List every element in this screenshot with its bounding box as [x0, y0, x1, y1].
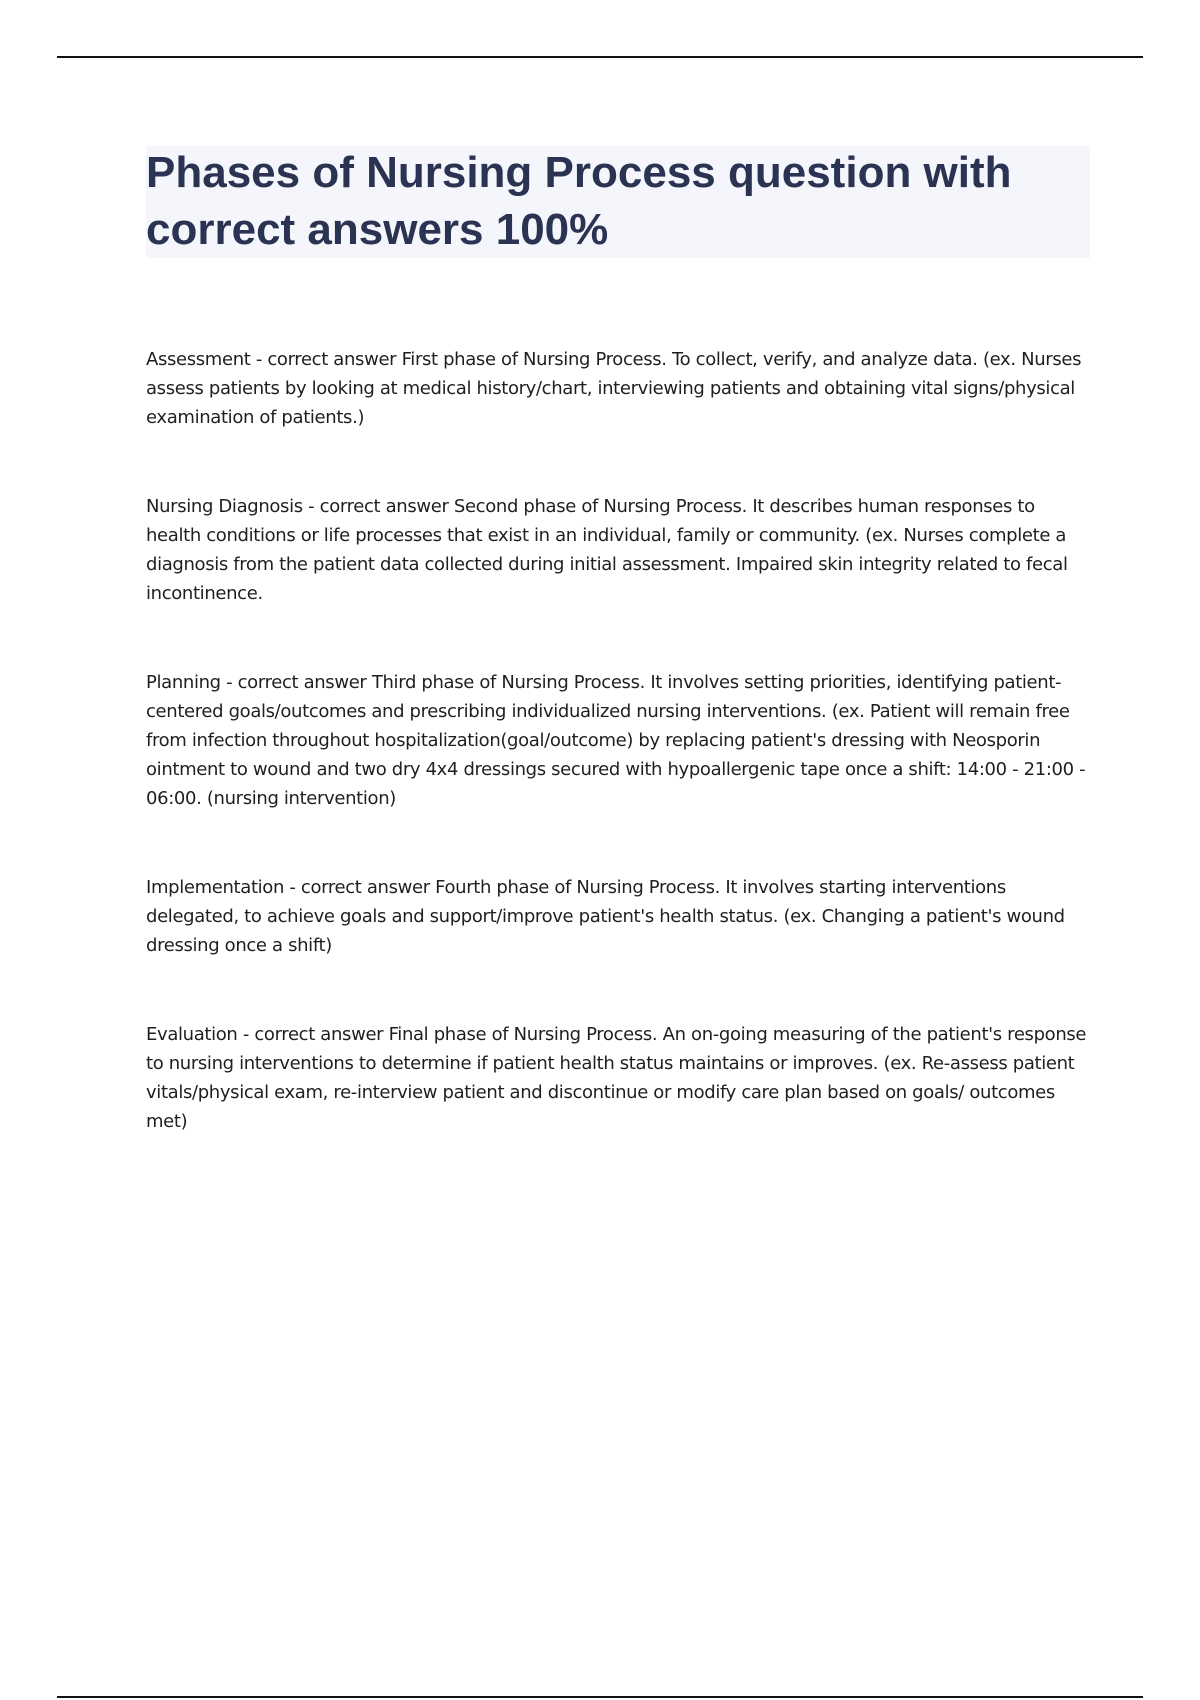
title-block: [146, 146, 1090, 258]
entry-implementation: Implementation - correct answer Fourth phase of Nursing Process. It involves starting interventions delegated, to achieve goals and support/improve patient's health status. (ex. Changing a patient's wound dressing once a shift): [146, 877, 1065, 956]
entry-assessment: Assessment - correct answer First phase of Nursing Process. To collect, verify, and analyze data. (ex. Nurses assess patients by looking at medical history/chart, interviewing patients and obtaining vital signs/physical examination of patients.): [146, 349, 1082, 428]
entry-planning: Planning - correct answer Third phase of Nursing Process. It involves setting priorities, identifying patient-centered goals/outcomes and prescribing individualized nursing interventions. (ex. Patient will remain free from infection throughout hospitalization(goal/outcome) by replacing patient's dressing with Neosporin ointment to wound and two dry 4x4 dressings secured with hypoallergenic tape once a shift: 14:00 - 21:00 - 06:00. (nursing intervention): [146, 672, 1086, 809]
entry-list: [146, 345, 1090, 1196]
entry-nursing-diagnosis: Nursing Diagnosis - correct answer Second phase of Nursing Process. It describes human responses to health conditions or life processes that exist in an individual, family or community. (ex. Nurses complete a diagnosis from the patient data collected during initial assessment. Impaired skin integrity related to fecal incontinence.: [146, 496, 1068, 604]
entry-evaluation: Evaluation - correct answer Final phase of Nursing Process. An on-going measuring of the patient's response to nursing interventions to determine if patient health status maintains or improves. (ex. Re-assess patient vitals/physical exam, re-interview patient and discontinue or modify care plan based on goals/ outcomes met): [146, 1024, 1087, 1132]
bottom-divider: [57, 1696, 1143, 1698]
document-title: Phases of Nursing Process question with correct answers 100%: [146, 148, 1012, 254]
top-divider: [57, 56, 1143, 58]
